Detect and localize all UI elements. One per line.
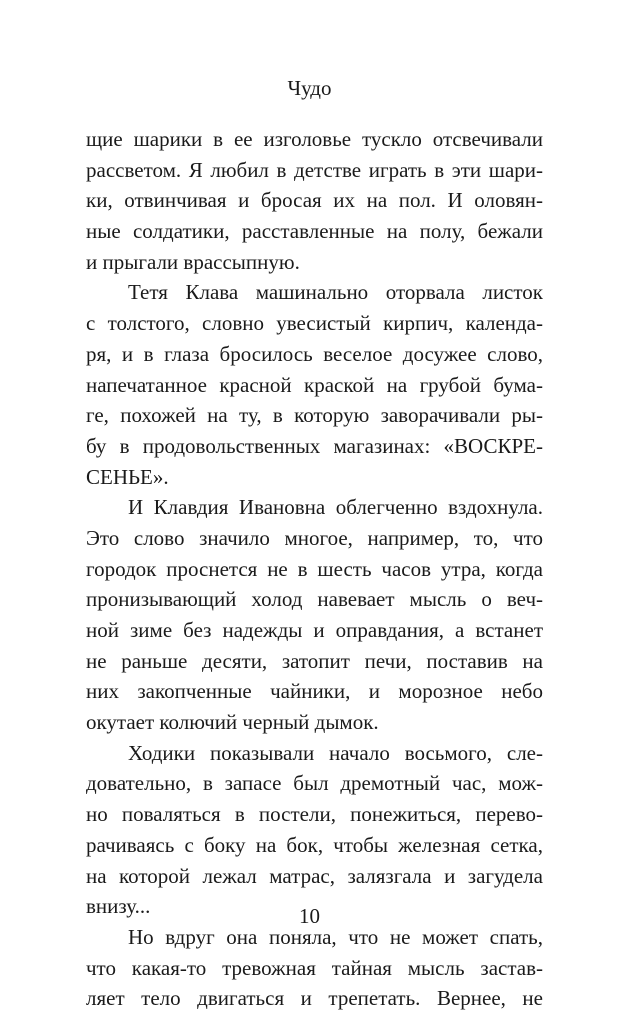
text-line: Это слово значило многое, например, то, что <box>86 525 543 550</box>
text-line: и прыгали врассыпную. <box>86 249 300 274</box>
text-line: рассветом. Я любил в детстве играть в эти шари- <box>86 157 543 182</box>
text-line: щие шарики в ее изголовье тускло отсвечивали <box>86 127 543 151</box>
text-line: пронизывающий холод навевает мысль о веч- <box>86 587 543 612</box>
running-title: Чудо <box>287 76 332 100</box>
text-line: что какая-то тревожная тайная мысль застав- <box>86 955 543 980</box>
text-line: СЕНЬЕ». <box>86 464 169 489</box>
text-line: рачиваясь с боку на бок, чтобы железная сетка, <box>86 832 543 857</box>
text-line: ляет тело двигаться и трепетать. Вернее, не <box>86 986 543 1011</box>
text-line: но поваляться в постели, понежиться, перево- <box>86 802 543 827</box>
text-line: не раньше десяти, затопит печи, поставив на <box>86 648 543 673</box>
text-line: ной зиме без надежды и оправдания, а встанет <box>86 618 543 642</box>
text-line: них закопченные чайники, и морозное небо <box>86 679 543 704</box>
text-line: внизу... <box>86 894 151 919</box>
text-line: довательно, в запасе был дремотный час, мож- <box>86 771 543 796</box>
text-line: с толстого, словно увесистый кирпич, календа- <box>86 311 543 336</box>
body-text <box>86 124 543 1014</box>
text-line: Но вдруг она поняла, что не может спать, <box>128 924 543 949</box>
text-line: окутает колючий черный дымок. <box>86 710 379 735</box>
text-line: ки, отвинчивая и бросая их на пол. И оловян- <box>86 188 543 213</box>
text-line: городок проснется не в шесть часов утра, когда <box>86 556 543 581</box>
text-line: ге, похожей на ту, в которую заворачивали ры- <box>86 403 543 428</box>
text-line: ря, и в глаза бросилось веселое досужее слово, <box>86 341 543 366</box>
text-line: бу в продовольственных магазинах: «ВОСКРЕ- <box>86 433 543 458</box>
text-line: на которой лежал матрас, залязгала и загудела <box>86 863 543 888</box>
text-line: Тетя Клава машинально оторвала листок <box>128 280 543 305</box>
text-line: ные солдатики, расставленные на полу, бежали <box>86 219 543 244</box>
text-line: И Клавдия Ивановна облегченно вздохнула. <box>128 495 543 520</box>
page-number: 10 <box>299 904 320 928</box>
text-line: Ходики показывали начало восьмого, сле- <box>128 740 543 765</box>
text-line: напечатанное красной краской на грубой бума- <box>86 372 543 397</box>
